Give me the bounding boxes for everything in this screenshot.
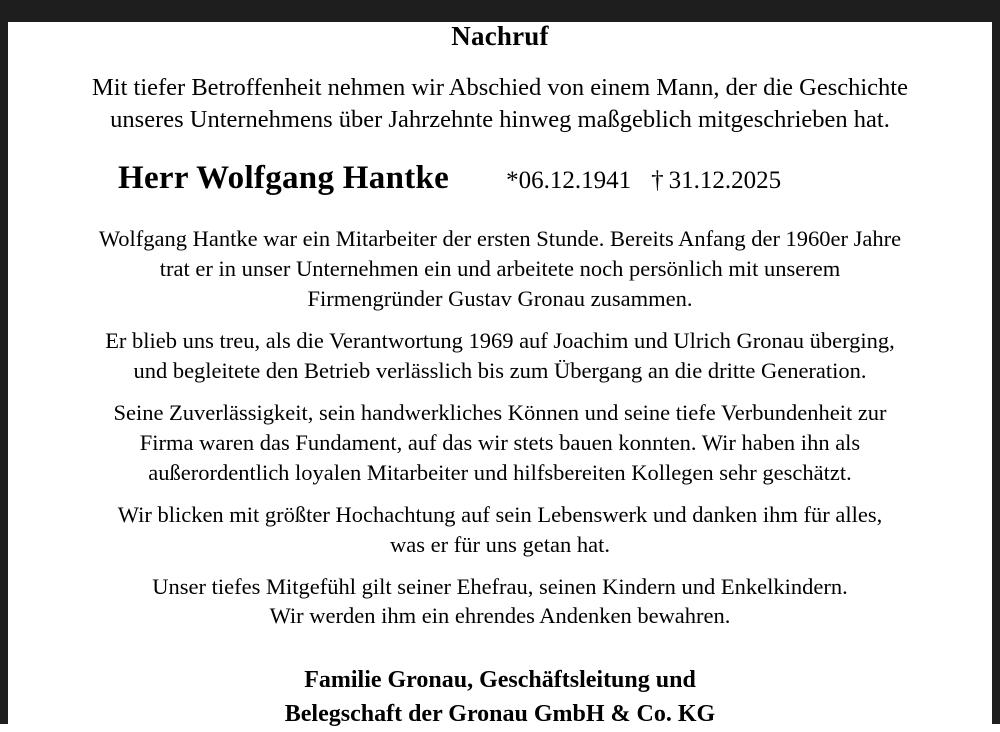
intro-line: unseres Unternehmens über Jahrzehnte hinweg maßgeblich mitgeschrieben hat.: [110, 106, 890, 134]
deceased-name: Herr Wolfgang Hantke: [118, 160, 450, 197]
paragraph-line: trat er in unser Unternehmen ein und arbeitete noch persönlich mit unserem: [159, 256, 841, 282]
life-dates: [506, 167, 781, 196]
dagger-icon: †: [651, 167, 664, 195]
signature-line: Familie Gronau, Geschäftsleitung und: [304, 667, 696, 694]
death-date: 31.12.2025: [668, 167, 782, 195]
tribute-paragraph: [42, 572, 958, 632]
birth-date: *06.12.1941: [506, 167, 632, 195]
signature-line: Belegschaft der Gronau GmbH & Co. KG: [284, 701, 716, 728]
paragraph-line: Firma waren das Fundament, auf das wir stets bauen konnten. Wir haben ihn als: [139, 429, 861, 455]
paragraph-line: Er blieb uns treu, als die Verantwortung 1969 auf Joachim und Ulrich Gronau überging,: [105, 328, 895, 354]
signature-block: [26, 663, 974, 731]
death-date-group: [651, 167, 781, 196]
obituary-notice: [8, 22, 992, 730]
paragraph-line: Wolfgang Hantke war ein Mitarbeiter der ersten Stunde. Bereits Anfang der 1960er Jahre: [98, 226, 902, 252]
intro-paragraph: [26, 72, 974, 137]
paragraph-line: Unser tiefes Mitgefühl gilt seiner Ehefrau, seinen Kindern und Enkelkindern.: [152, 573, 848, 599]
paragraph-line: und begleitete den Betrieb verlässlich bis zum Übergang an die dritte Generation.: [133, 357, 867, 383]
tribute-paragraph: [42, 326, 958, 386]
deceased-name-row: [26, 160, 974, 198]
paragraph-line: Wir werden ihm ein ehrendes Andenken bewahren.: [269, 603, 731, 629]
paragraph-line: was er für uns getan hat.: [390, 531, 610, 557]
notice-heading: Nachruf: [451, 21, 549, 51]
tribute-body: [26, 224, 974, 631]
paragraph-line: Seine Zuverlässigkeit, sein handwerkliches Können und seine tiefe Verbundenheit zur: [113, 399, 887, 425]
intro-line: Mit tiefer Betroffenheit nehmen wir Abschied von einem Mann, der die Geschichte: [92, 73, 908, 101]
tribute-paragraph: [42, 500, 958, 560]
paragraph-line: Wir blicken mit größter Hochachtung auf sein Lebenswerk und danken ihm für alles,: [117, 501, 883, 527]
tribute-paragraph: [42, 224, 958, 314]
paragraph-line: außerordentlich loyalen Mitarbeiter und hilfsbereiten Kollegen sehr geschätzt.: [148, 459, 852, 485]
paragraph-line: Firmengründer Gustav Gronau zusammen.: [307, 286, 693, 312]
tribute-paragraph: [42, 398, 958, 488]
